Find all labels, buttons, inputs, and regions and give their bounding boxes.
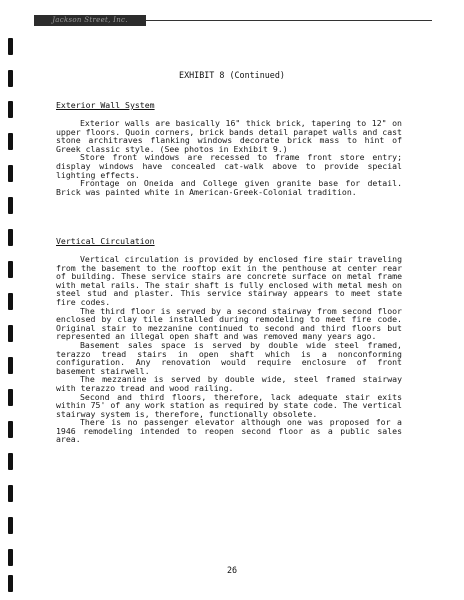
section-body-vertical-circulation xyxy=(56,255,402,444)
binding-hole xyxy=(8,229,13,246)
paragraph: There is no passenger elevator although one was proposed for a 1946 remodeling intended to reopen second floor as a public sales area. xyxy=(56,417,402,445)
section-body-exterior-wall-system xyxy=(56,119,402,196)
binding-hole xyxy=(8,101,13,118)
paragraph: The mezzanine is served by double wide, steel framed stairway with terazzo tread and wood railing. xyxy=(56,374,402,393)
binding-hole xyxy=(8,549,13,566)
header-rule xyxy=(146,20,432,21)
binding-hole xyxy=(8,133,13,150)
binding-hole xyxy=(8,261,13,278)
paragraph: Frontage on Oneida and College given granite base for detail. Brick was painted white in American-Greek-Colonial tradition. xyxy=(56,178,402,197)
page-title: EXHIBIT 8 (Continued) xyxy=(179,70,285,80)
binding-hole xyxy=(8,165,13,182)
binding-hole xyxy=(8,38,13,55)
binding-hole xyxy=(8,325,13,342)
paragraph: Basement sales space is served by double wide steel framed, terazzo tread stairs in open shaft which is a nonconforming configuration. Any renovation would require enclosure of front basement stairwell. xyxy=(56,339,402,376)
paragraph: Second and third floors, therefore, lack adequate stair exits within 75' of any work station as required by state code. The vertical stairway system is, therefore, functionally obsolete. xyxy=(56,391,402,419)
binding-hole xyxy=(8,389,13,406)
paragraph: Exterior walls are basically 16" thick brick, tapering to 12" on upper floors. Quoin corners, brick bands detail parapet walls and cast stone architraves flanking windows decorate brick mass to hint of Greek classic style. (See photos in Exhibit 9.) xyxy=(56,118,402,154)
page-number: 26 xyxy=(226,565,238,575)
binding-hole xyxy=(8,517,13,534)
binding-hole xyxy=(8,485,13,502)
binding-hole xyxy=(8,197,13,214)
binding-hole xyxy=(8,421,13,438)
binding-hole xyxy=(8,575,13,592)
binding-hole xyxy=(8,453,13,470)
paragraph: The third floor is served by a second stairway from second floor enclosed by clay tile installed during remodeling to meet fire code. Original stair to mezzanine continued to second and third floors but represented an illegal open shaft and was removed many years ago. xyxy=(56,305,402,342)
company-logo: Jackson Street, Inc. xyxy=(34,15,146,26)
page-header xyxy=(34,15,432,26)
paragraph: Store front windows are recessed to frame front store entry; display windows have concealed cat-walk above to provide special lighting effects. xyxy=(56,152,402,180)
paragraph: Vertical circulation is provided by enclosed fire stair traveling from the basement to the rooftop exit in the penthouse at center rear of building. These service stairs are concrete surface on metal frame with metal rails. The stair shaft is fully enclosed with metal mesh on steel stud and plaster. This service stairway appears to meet state fire codes. xyxy=(56,254,402,307)
section-heading-exterior-wall-system: Exterior Wall System xyxy=(56,100,155,110)
binding-hole xyxy=(8,357,13,374)
binding-hole xyxy=(8,293,13,310)
binding-holes xyxy=(0,0,20,600)
section-heading-vertical-circulation: Vertical Circulation xyxy=(56,236,155,246)
